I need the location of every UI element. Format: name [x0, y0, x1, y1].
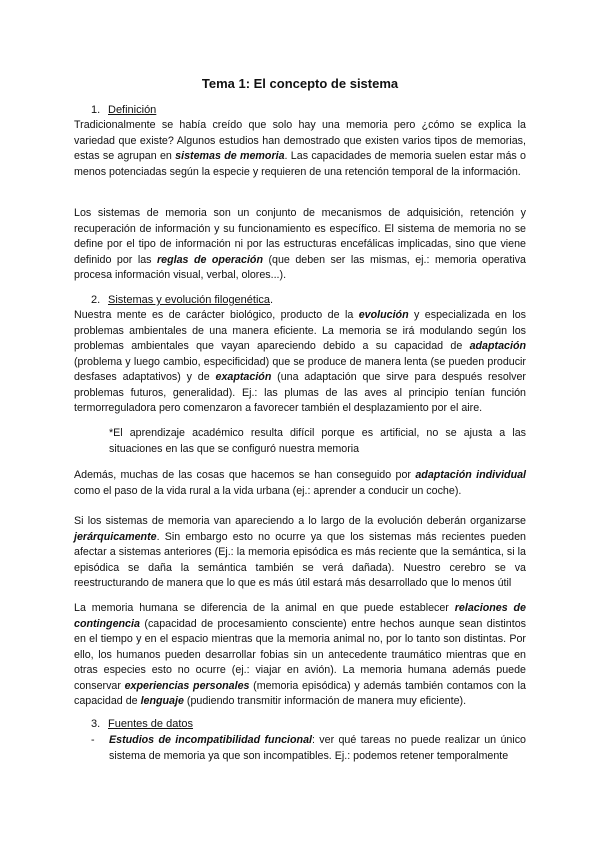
- paragraph-memoria-humana: La memoria humana se diferencia de la animal en que puede establecer relaciones de contingencia (capacidad de procesamiento consciente) entre hechos aunque sean distintos en el tiempo y en el espacio mientras que la memoria animal no, por lo tanto son distintas. Por ello, los humanos pueden desarrollar fobias sin un antecedente traumático mientras que en otras especies esto no ocurre (ej.: viajar en avión). La memoria humana además puede conservar experiencias personales (memoria episódica) y además también contamos con la capacidad de lenguaje (pudiendo transmitir información de manera muy eficiente).: [74, 602, 526, 707]
- section-heading-fuentes: [91, 718, 193, 730]
- bullet-dash: -: [91, 734, 95, 746]
- paragraph-definicion-1: Tradicionalmente se había creído que solo hay una memoria pero ¿cómo se explica la variedad que existe? Algunos estudios han demostrado que existen varios tipos de memorias, estas se agrupan en sistemas de memoria. Las capacidades de memoria suelen estar más o menos potenciadas según la especie y requieren de una retención temporal de la información.: [74, 119, 526, 178]
- quote-note: *El aprendizaje académico resulta difícil porque es artificial, no se ajusta a las situaciones en las que se configuró nuestra memoria: [109, 427, 526, 455]
- list-item-text: Estudios de incompatibilidad funcional: ver qué tareas no puede realizar un único sistema de memoria ya que son incompatibles. Ej.: podemos retener temporalmente: [109, 734, 526, 762]
- section-heading-definicion: [91, 104, 156, 116]
- list-item: [91, 733, 526, 764]
- section-label: Fuentes de datos: [108, 718, 194, 730]
- paragraph-adaptacion-individual: Además, muchas de las cosas que hacemos se han conseguido por adaptación individual como el paso de la vida rural a la vida urbana (ej.: aprender a conducir un coche).: [74, 469, 527, 497]
- section-label: Sistemas y evolución filogenética: [108, 294, 271, 306]
- section-number: 2.: [91, 294, 101, 306]
- section-number: 1.: [91, 104, 101, 116]
- section-label: Definición: [108, 104, 157, 116]
- paragraph-evolucion: Nuestra mente es de carácter biológico, producto de la evolución y especializada en los problemas ambientales de una manera eficiente. La memoria se irá modulando según los problemas ambientales que vayan apareciendo debido a su capacidad de adaptación (problema y luego cambio, especificidad) que se produce de manera lenta (se pueden producir desfases adaptativos) y de exaptación (una adaptación que sirve para después resolver problemas futuros, generalidad). Ej.: las plumas de las aves al principio tenían función termorreguladora pero comenzaron a favorecer también el desplazamiento por el aire.: [74, 309, 526, 414]
- section-heading-evolucion: 2. Sistemas y evolución filogenética.: [91, 294, 274, 306]
- paragraph-definicion-2: Los sistemas de memoria son un conjunto de mecanismos de adquisición, retención y recuperación de información y su funcionamiento es específico. El sistema de memoria no se define por el tipo de información ni por las estructuras encefálicas implicadas, sino que viene definido por las reglas de operación (que deben ser las mismas, ej.: memoria operativa procesa información visual, verbal, olores...).: [74, 207, 526, 281]
- section-number: 3.: [91, 718, 101, 730]
- document-title: Tema 1: El concepto de sistema: [201, 76, 399, 91]
- paragraph-jerarquia: Si los sistemas de memoria van apareciendo a lo largo de la evolución deberán organizarse jerárquicamente. Sin embargo esto no ocurre ya que los sistemas más recientes pueden afectar a sistemas anteriores (Ej.: la memoria episódica es más reciente que la semántica, si la episódica se daña la semántica también se verá dañada). Nuestro cerebro se va reestructurando de manera que lo que es más útil estará más desarrollado que lo menos útil: [74, 515, 526, 589]
